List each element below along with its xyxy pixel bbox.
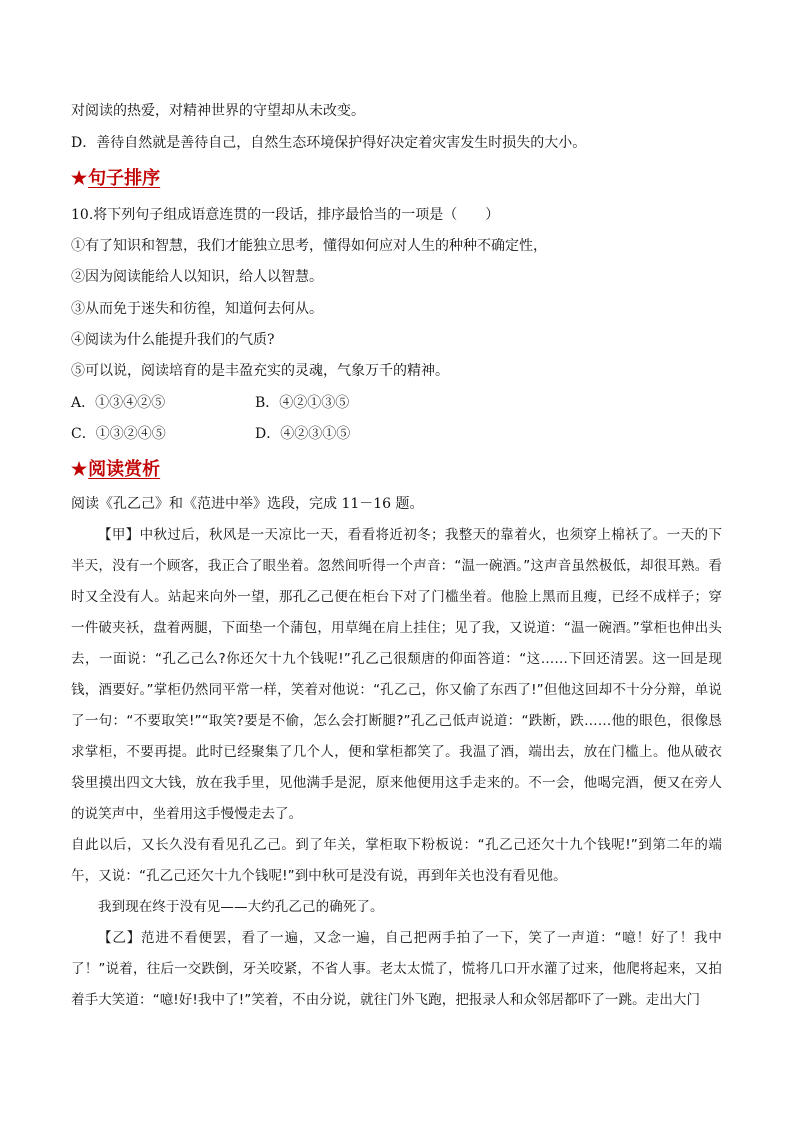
option-a: A．①③④②⑤ (71, 395, 166, 411)
continuation-line: 对阅读的热爱，对精神世界的守望却从未改变。 (71, 103, 365, 119)
section-heading-reading (71, 457, 160, 483)
option-d-previous: D．善待自然就是善待自己，自然生态环境保护得好决定着灾害发生时损失的大小。 (71, 135, 587, 151)
option-c: C．①③②④⑤ (71, 426, 166, 442)
sentence-5: ⑤可以说，阅读培育的是丰盈充实的灵魂，气象万千的精神。 (71, 363, 449, 379)
reading-intro: 阅读《孔乙己》和《范进中举》选段，完成 11－16 题。 (71, 496, 424, 512)
sentence-2: ②因为阅读能给人以知识，给人以智慧。 (71, 269, 323, 285)
section-heading-sentence-order (71, 166, 160, 192)
sentence-3: ③从而免于迷失和彷徨，知道何去何从。 (71, 301, 323, 317)
option-d: D．④②③①⑤ (255, 426, 351, 442)
sentence-1: ①有了知识和智慧，我们才能独立思考，懂得如何应对人生的种种不确定性， (71, 238, 547, 254)
passage-jia: 【甲】中秋过后，秋风是一天凉比一天，看看将近初冬；我整天的靠着火，也须穿上棉袄了。一天的下半天，没有一个顾客，我正合了眼坐着。忽然间听得一个声音：“温一碗酒。”这声音虽然极低，却很耳熟。看时又全没有人。站起来向外一望，那孔乙己便在柜台下对了门槛坐着。他脸上黑而且瘦，已经不成样子；穿一件破夹袄，盘着两腿，下面垫一个蒲包，用草绳在肩上挂住；见了我，又说道：“温一碗酒。”掌柜也伸出头去，一面说：“孔乙己么?你还欠十九个钱呢!”孔乙己很颓唐的仰面答道：“这……下回还清罢。这一回是现钱，酒要好。”掌柜仍然同平常一样，笑着对他说：“孔乙己，你又偷了东西了!”但他这回却不十分分辩，单说了一句：“不要取笑!”“取笑?要是不偷，怎么会打断腿?”孔乙己低声说道：“跌断，跌……他的眼色，很像恳求掌柜，不要再提。此时已经聚集了几个人，便和掌柜都笑了。我温了酒，端出去，放在门槛上。他从破衣袋里摸出四文大钱，放在我手里，见他满手是泥，原来他便用这手走来的。不一会，他喝完酒，便又在旁人的说笑声中，坐着用这手慢慢走去了。 (71, 527, 722, 822)
passage-yi: 【乙】范进不看便罢，看了一遍，又念一遍，自己把两手拍了一下，笑了一声道：“噫！好了！我中了！”说着，往后一交跌倒，牙关咬紧，不省人事。老太太慌了，慌将几口开水灌了过来，他爬将起来，又拍着手大笑道：“噫!好!我中了!”笑着，不由分说，就往门外飞跑，把报录人和众邻居都吓了一跳。走出大门 (71, 930, 722, 1008)
sentence-4: ④阅读为什么能提升我们的气质? (71, 332, 275, 348)
section-title: 句子排序 (88, 168, 161, 189)
passage-jia-continued: 自此以后，又长久没有看见孔乙己。到了年关，掌柜取下粉板说：“孔乙己还欠十九个钱呢!”到第二年的端午，又说：“孔乙己还欠十九个钱呢!”到中秋可是没有说，再到年关也没有看见他。 (71, 837, 722, 884)
passage-block (71, 520, 722, 1016)
passage-jia-ending: 我到现在终于没有见——大约孔乙己的确死了。 (98, 899, 384, 915)
question-10: 10.将下列句子组成语意连贯的一段话，排序最恰当的一项是（ ） (71, 207, 500, 223)
section-title: 阅读赏析 (88, 459, 161, 480)
star-icon: ★ (71, 168, 88, 189)
star-icon: ★ (71, 459, 88, 480)
option-b: B．④②①③⑤ (255, 395, 350, 411)
